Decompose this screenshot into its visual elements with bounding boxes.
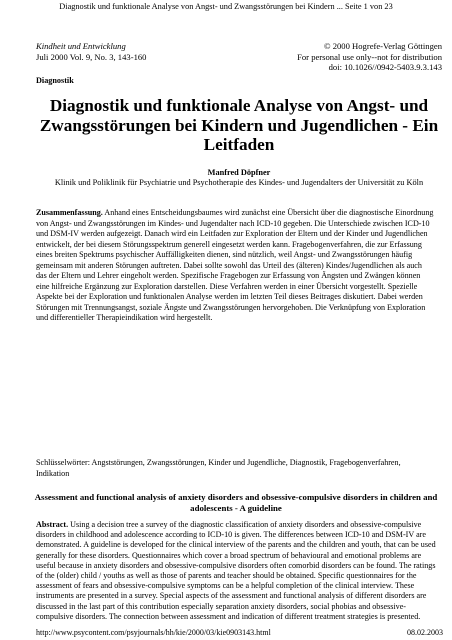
english-title: Assessment and functional analysis of anxiety disorders and obsessive-compulsive disorders in children and adolescents - A guideline xyxy=(34,492,438,513)
copyright-notice: © 2000 Hogrefe-Verlag Göttingen xyxy=(324,41,442,51)
article-title: Diagnostik und funktionale Analyse von Angst- und Zwangsstörungen bei Kindern und Jugendlichen - Ein Leitfaden xyxy=(39,96,439,154)
journal-name: Kindheit und Entwicklung xyxy=(36,41,126,51)
author-name: Manfred Döpfner xyxy=(207,168,271,177)
keywords: Schlüsselwörter: Angststörungen, Zwangsstörungen, Kinder und Jugendliche, Diagnostik, Fragebogenverfahren, Indikation xyxy=(36,458,401,478)
doi: doi: 10.1026//0942-5403.9.3.143 xyxy=(328,62,442,73)
journal-info xyxy=(36,41,146,62)
browser-print-footer xyxy=(0,627,452,640)
print-date: 08.02.2003 xyxy=(407,628,443,637)
section-label: Diagnostik xyxy=(36,76,74,85)
page-url: http://www.psycontent.com/psyjournals/hh/kie/2000/03/kie0903143.html xyxy=(36,628,271,637)
english-abstract-text: Using a decision tree a survey of the diagnostic classification of anxiety disorders and obsessive-compulsive disorders in childhood and adolescence according to ICD-10 is given. The differences between ICD-10 and DSM-IV are demonstrated. A guideline is developed for the clinical interview of the parents and the children and youth, that can be used generally for these disorders. Questionnaires which cover a broad spectrum of behavioural and emotional problems are useful because in anxiety disorders and obsessive-compulsive disorders often comorbid disorders can be found. The ratings of the (older) child / youths as well as those of parents and teacher should be obtained. Specific questionnaires for the assessment of fears and obsessive-compulsive symptoms can be a helpful completion of the clinical interview. These instruments are presented in a survey. Special aspects of the assessment and functional analysis of different disorders are discussed in the last part of this contribution especially separation anxiety disorders, social phobias and obsessive-compulsive disorders. The connection between assessment and indication of different treatment strategies is presented. xyxy=(36,520,436,621)
german-abstract-text: Anhand eines Entscheidungsbaumes wird zunächst eine Übersicht über die diagnostische Einordnung von Angst- und Zwangsstörungen im Kindes- und Jugendalter nach ICD-10 gegeben. Die Unterschiede zwischen ICD-10 und DSM-IV werden aufgezeigt. Danach wird ein Leitfaden zur Exploration der Eltern und der Kinder und Jugendlichen entwickelt, der bei diesem Störungsspektrum generell eingesetzt werden kann. Fragebogenverfahren, die zur Erfassung eines breiten Spektrums psychischer Auffälligkeiten dienen, sind nützlich, weil Angst- und Zwangsstörungen häufig gemeinsam mit anderen Störungen auftreten. Dabei sollte sowohl das Urteil des (älteren) Kindes/Jugendlichen als auch das der Eltern und Lehrer eingeholt werden. Spezifische Fragebogen zur Erfassung von Ängsten und Zwängen können eine hilfreiche Ergänzung zur Exploration darstellen. Diese Verfahren werden in einer Übersicht vorgestellt. Spezielle Aspekte bei der Exploration und funktionalen Analyse werden im letzten Teil dieses Beitrages diskutiert. Dabei werden Störungen mit Trennungsangst, soziale Ängste und Zwangsstörungen hervorgehoben. Die Verknüpfung von Exploration und differentieller Therapieindikation wird hergestellt. xyxy=(36,208,434,322)
browser-print-header: Diagnostik und funktionale Analyse von Angst- und Zwangsstörungen bei Kindern ... Seite 1 von 23 xyxy=(59,2,393,11)
german-abstract-label: Zusammenfassung. xyxy=(36,208,103,217)
english-abstract-label: Abstract. xyxy=(36,520,69,529)
journal-issue: Juli 2000 Vol. 9, No. 3, 143-160 xyxy=(36,51,147,62)
german-abstract xyxy=(36,208,434,324)
english-abstract xyxy=(36,520,436,622)
publisher-info xyxy=(297,41,442,73)
author-affiliation: Klinik und Poliklinik für Psychiatrie und Psychotherapie des Kindes- und Jugendalters der Universität zu Köln xyxy=(54,178,424,187)
personal-use-notice: For personal use only--not for distribution xyxy=(297,51,442,62)
